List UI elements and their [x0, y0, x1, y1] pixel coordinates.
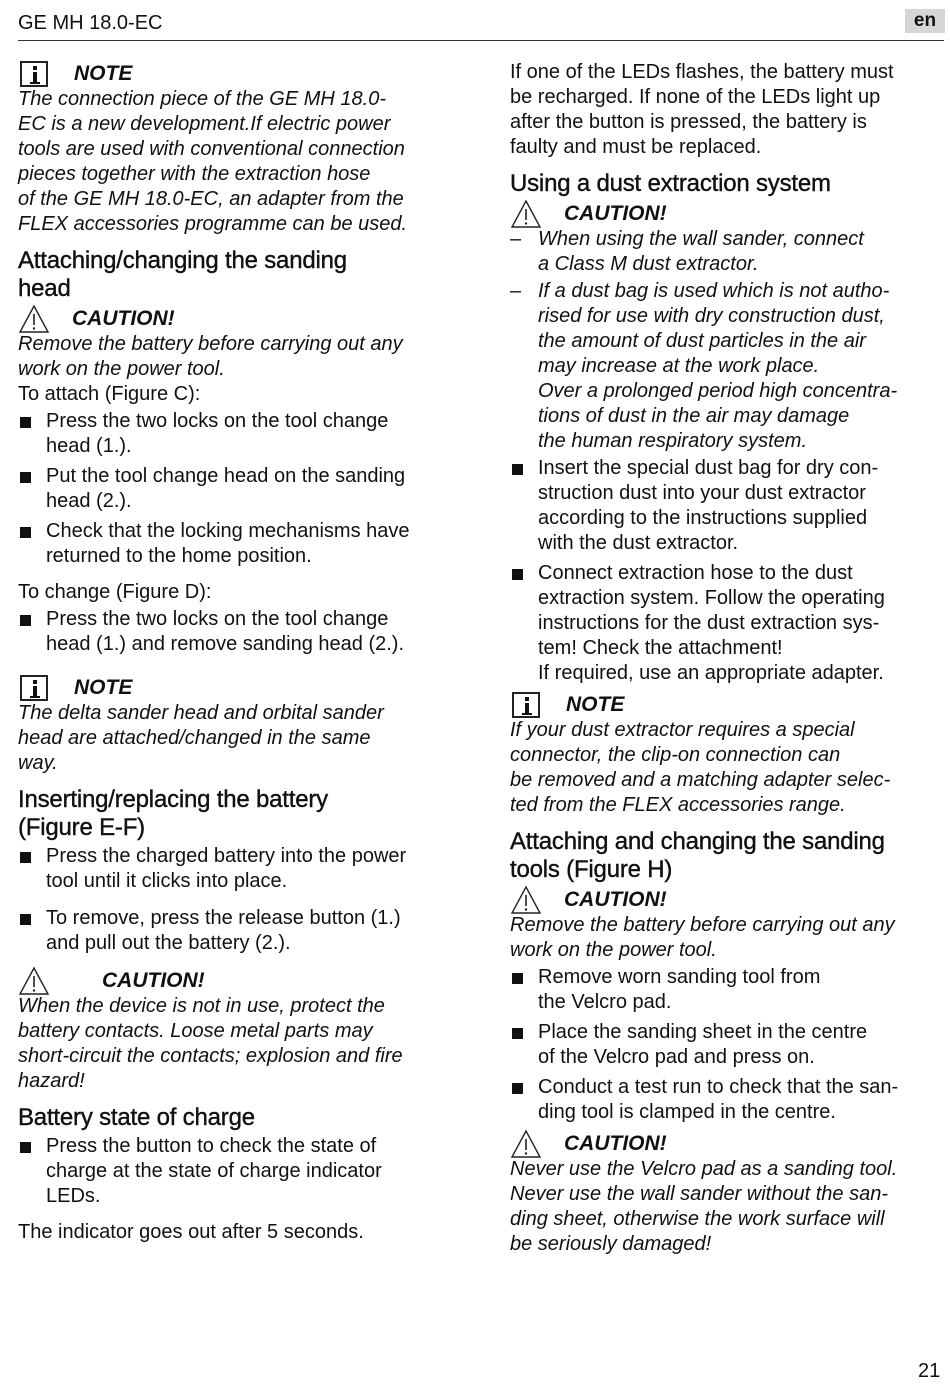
caution-label: CAUTION!: [564, 1132, 667, 1155]
warning-triangle-icon: [18, 304, 50, 334]
header-rule: [18, 40, 944, 41]
section-heading: Attaching and changing the sanding tools (Figure H): [510, 828, 885, 883]
caution-block: [510, 1130, 945, 1257]
language-badge: en: [905, 9, 945, 33]
caution-text: When the device is not in use, protect the battery contacts. Loose metal parts may short-circuit the contacts; explosion and fire hazard!: [18, 995, 403, 1092]
right-column: [510, 60, 945, 1257]
info-icon: [20, 675, 48, 701]
section-heading: Attaching/changing the sanding head: [18, 247, 347, 302]
list-item: Connect extraction hose to the dust extraction system. Follow the operating instructions for the dust extraction sys- tem! Check the attachment! If required, use an appropriate adapter.: [510, 561, 945, 686]
note-block: [18, 674, 463, 776]
caution-block: [510, 200, 945, 454]
caution-text: Never use the Velcro pad as a sanding tool. Never use the wall sander without the san- ding sheet, otherwise the work surface will be seriously damaged!: [510, 1158, 898, 1255]
caution-dash-list: [510, 227, 945, 454]
warning-triangle-icon: [510, 1129, 542, 1159]
caution-block: [510, 886, 945, 963]
attach-list: [18, 409, 463, 569]
note-label: NOTE: [566, 693, 625, 716]
warning-triangle-icon: [18, 966, 50, 996]
note-text: The delta sander head and orbital sander head are attached/changed in the same way.: [18, 702, 384, 774]
note-label: NOTE: [74, 676, 133, 699]
note-block: [510, 691, 945, 818]
list-item: – If a dust bag is used which is not autho- rised for use with dry construction dust, the amount of dust particles in the air may increase at the work place. Over a prolonged period high concentra- tions of dust in the air may damage the human respiratory system.: [510, 279, 945, 454]
caution-label: CAUTION!: [564, 888, 667, 911]
sanding-tool-list: [510, 965, 945, 1125]
warning-triangle-icon: [510, 885, 542, 915]
page-number: 21: [918, 1360, 941, 1382]
list-item: Insert the special dust bag for dry con- struction dust into your dust extractor according to the instructions supplied with the dust extractor.: [510, 456, 945, 556]
info-icon: [20, 61, 48, 87]
list-item: Check that the locking mechanisms have returned to the home position.: [18, 519, 463, 569]
list-item: Press the two locks on the tool change head (1.).: [18, 409, 463, 459]
list-item: Remove worn sanding tool from the Velcro pad.: [510, 965, 945, 1015]
change-intro: To change (Figure D):: [18, 581, 212, 603]
note-text: If your dust extractor requires a special connector, the clip-on connection can be removed and a matching adapter selec- ted from the FLEX accessories range.: [510, 719, 891, 816]
header-title: GE MH 18.0-EC: [18, 12, 163, 34]
list-item: Press the two locks on the tool change head (1.) and remove sanding head (2.).: [18, 607, 463, 657]
attach-intro: To attach (Figure C):: [18, 383, 201, 405]
dust-list: [510, 456, 945, 686]
note-label: NOTE: [74, 62, 133, 85]
list-item: Press the button to check the state of charge at the state of charge indicator LEDs.: [18, 1134, 463, 1209]
charge-list: [18, 1134, 463, 1209]
list-item: Place the sanding sheet in the centre of the Velcro pad and press on.: [510, 1020, 945, 1070]
warning-triangle-icon: [510, 199, 542, 229]
list-item: To remove, press the release button (1.) and pull out the battery (2.).: [18, 906, 463, 956]
info-icon: [512, 692, 540, 718]
list-item: – When using the wall sander, connect a Class M dust extractor.: [510, 227, 945, 277]
list-item: Put the tool change head on the sanding head (2.).: [18, 464, 463, 514]
caution-text: Remove the battery before carrying out any work on the power tool.: [510, 914, 895, 961]
battery-list: [18, 844, 463, 956]
section-heading: Using a dust extraction system: [510, 170, 831, 197]
note-text: The connection piece of the GE MH 18.0- EC is a new development.If electric power tools are used with conventional connection pieces together with the extraction hose of the GE MH 18.0-EC, an adapter from the FLEX accessories programme can be used.: [18, 88, 408, 235]
caution-text: Remove the battery before carrying out any work on the power tool.: [18, 333, 403, 380]
indicator-text: The indicator goes out after 5 seconds.: [18, 1221, 364, 1243]
list-item: Conduct a test run to check that the san- ding tool is clamped in the centre.: [510, 1075, 945, 1125]
caution-block: [18, 305, 463, 382]
note-block: [18, 60, 463, 237]
section-heading: Inserting/replacing the battery (Figure E-F): [18, 786, 328, 841]
caution-label: CAUTION!: [564, 202, 667, 225]
caution-label: CAUTION!: [102, 969, 205, 992]
caution-block: [18, 967, 463, 1094]
change-list: [18, 607, 463, 657]
list-item: Press the charged battery into the power tool until it clicks into place.: [18, 844, 463, 894]
caution-label: CAUTION!: [72, 307, 175, 330]
section-heading: Battery state of charge: [18, 1104, 255, 1131]
led-intro: If one of the LEDs flashes, the battery must be recharged. If none of the LEDs light up after the button is pressed, the battery is faulty and must be replaced.: [510, 61, 894, 158]
left-column: [18, 60, 463, 1245]
